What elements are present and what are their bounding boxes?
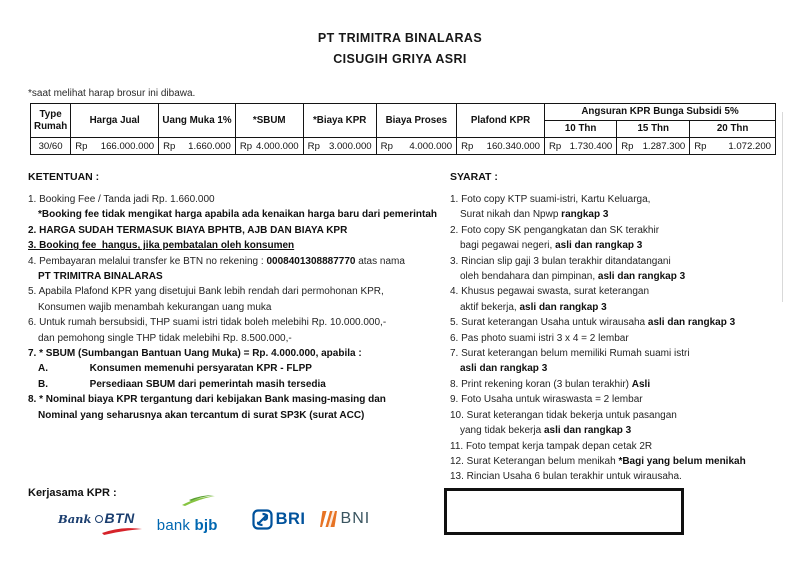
ketentuan-section: [28, 171, 450, 535]
list-line-segment: oleh bendahara dan pimpinan,: [460, 271, 598, 283]
cell-sbum: Rp 4.000.000: [235, 138, 303, 155]
list-line: [450, 346, 776, 361]
list-line: [450, 254, 776, 269]
bni-text: BNI: [340, 510, 371, 527]
list-line-segment: 2. Foto copy SK pengangkatan dan SK terakhir: [450, 224, 660, 236]
blank-stamp-box: [444, 488, 684, 535]
col-header-harga-jual: Harga Jual: [71, 104, 159, 138]
list-line-segment: 3. Rincian slip gaji 3 bulan terakhir ditandatangani: [450, 255, 671, 267]
list-line-segment: asli dan rangkap 3: [647, 317, 736, 329]
list-line-segment: 11. Foto tempat kerja tampak depan cetak 2R: [450, 440, 653, 452]
currency-label: Rp: [694, 140, 707, 152]
bank-btn-logo: [58, 506, 135, 532]
ketentuan-title: KETENTUAN :: [28, 171, 100, 183]
list-line: [28, 238, 450, 253]
list-line: [450, 392, 776, 407]
list-line-segment: dan pemohong single THP tidak melebihi Rp. 8.500.000,-: [38, 332, 292, 344]
list-line-segment: 10. Surat keterangan tidak bekerja untuk pasangan: [450, 409, 677, 421]
list-line: [28, 361, 450, 376]
list-line: [450, 331, 776, 346]
list-line-segment: asli dan rangkap 3: [519, 301, 607, 313]
col-header-sbum: *SBUM: [235, 104, 303, 138]
currency-label: Rp: [239, 140, 253, 152]
bank-bjb-logo: [157, 504, 218, 534]
ketentuan-list: [28, 192, 450, 423]
list-line: [450, 192, 776, 207]
list-line-segment: Asli: [631, 378, 651, 390]
list-line: [28, 377, 450, 392]
syarat-section: [450, 171, 776, 535]
bank-logos: [58, 504, 370, 534]
col-header-15thn: 15 Thn: [617, 121, 690, 138]
bjb-text: bjb: [194, 517, 218, 534]
btn-bank-text: Bank: [58, 512, 92, 526]
list-line-segment: *Booking fee tidak mengikat harga apabila ada kenaikan harga baru dari pemerintah: [38, 209, 438, 221]
list-line-segment: aktif bekerja,: [460, 301, 520, 313]
list-line-segment: Konsumen wajib menambah kekurangan uang muka: [38, 301, 272, 313]
list-line-segment: 4. Pembayaran melalui transfer ke BTN no rekening :: [28, 255, 267, 267]
cell-angsuran-20thn: Rp 1.072.200: [690, 138, 776, 155]
list-line: [28, 192, 450, 207]
cell-plafond-kpr: Rp 160.340.000: [457, 138, 545, 155]
list-line-segment: 12. Surat Keterangan belum menikah: [450, 455, 619, 467]
kerjasama-title: Kerjasama KPR :: [28, 487, 117, 499]
list-line: [28, 346, 450, 361]
list-line-segment: asli dan rangkap 3: [555, 240, 643, 252]
list-line-segment: B. Persediaan SBUM dari pemerintah masih tersedia: [38, 378, 326, 390]
currency-label: Rp: [461, 140, 474, 152]
company-title: PT TRIMITRA BINALARAS: [317, 31, 483, 45]
scan-artifact-line: [782, 112, 783, 302]
cell-biaya-proses: Rp 4.000.000: [376, 138, 456, 155]
btn-red-swoosh-icon: [101, 527, 143, 535]
list-line-segment: asli dan rangkap 3: [460, 363, 548, 375]
list-line: [450, 469, 776, 484]
list-line: [28, 284, 450, 299]
list-line-segment: Surat nikah dan Npwp: [460, 209, 562, 221]
table-row: [31, 138, 776, 155]
col-header-biaya-proses: Biaya Proses: [376, 104, 456, 138]
cell-angsuran-15thn: Rp 1.287.300: [617, 138, 690, 155]
bjb-bank-text: bank: [156, 517, 191, 534]
list-line-segment: bagi pegawai negeri,: [460, 240, 556, 252]
col-header-10thn: 10 Thn: [545, 121, 617, 138]
list-line: [28, 315, 450, 330]
list-line: [450, 315, 776, 330]
list-line: [450, 238, 776, 253]
list-line-segment: A. Konsumen memenuhi persyaratan KPR - FLPP: [38, 363, 312, 375]
list-line-segment: 13. Rincian Usaha 6 bulan terakhir untuk wirausaha.: [450, 471, 682, 483]
list-line: [28, 331, 450, 346]
list-line: [450, 300, 776, 315]
list-line-segment: 1. Foto copy KTP suami-istri, Kartu Keluarga,: [450, 194, 651, 205]
document-header: [0, 31, 800, 73]
list-line-segment: rangkap 3: [561, 209, 609, 221]
list-line: [450, 377, 776, 392]
list-line: [28, 300, 450, 315]
col-header-angsuran-group: Angsuran KPR Bunga Subsidi 5%: [545, 104, 776, 121]
list-line-segment: 7. * SBUM (Sumbangan Bantuan Uang Muka) = Rp. 4.000.000, apabila :: [28, 348, 362, 360]
bri-text: BRI: [275, 509, 306, 528]
cell-type-rumah: 30/60: [31, 138, 71, 155]
syarat-list: [450, 192, 776, 485]
list-line: [450, 284, 776, 299]
list-line-segment: 5. Apabila Plafond KPR yang disetujui Bank lebih rendah dari permohonan KPR,: [28, 286, 384, 298]
list-line: [450, 408, 776, 423]
cell-harga-jual: Rp 166.000.000: [71, 138, 159, 155]
list-line-segment: 2. HARGA SUDAH TERMASUK BIAYA BPHTB, AJB DAN BIAYA KPR: [28, 224, 348, 236]
list-line: [28, 223, 450, 238]
list-line-segment: asli dan rangkap 3: [543, 425, 632, 437]
list-line: [450, 454, 776, 469]
currency-label: Rp: [163, 140, 176, 152]
btn-text: BTN: [104, 510, 135, 526]
list-line: [450, 269, 776, 284]
list-line-segment: 6. Untuk rumah bersubsidi, THP suami istri tidak boleh melebihi Rp. 10.000.000,-: [28, 317, 387, 329]
list-line-segment: 4. Khusus pegawai swasta, surat keterangan: [450, 286, 650, 298]
syarat-title: SYARAT :: [450, 171, 498, 183]
currency-label: Rp: [75, 140, 88, 152]
list-line-segment: 3. Booking fee hangus, jika pembatalan oleh konsumen: [28, 240, 295, 252]
bni-emblem-icon: [320, 511, 338, 527]
bank-bri-logo: [252, 507, 306, 531]
list-line-segment: 8. Print rekening koran (3 bulan terakhir): [450, 378, 632, 390]
list-line-segment: Nominal yang seharusnya akan tercantum di surat SP3K (surat ACC): [38, 409, 365, 421]
list-line-segment: 7. Surat keterangan belum memiliki Rumah suami istri: [450, 348, 690, 360]
list-line-segment: 5. Surat keterangan Usaha untuk wirausaha: [450, 317, 648, 329]
list-line: [28, 207, 450, 222]
project-title: CISUGIH GRIYA ASRI: [333, 52, 467, 66]
col-header-plafond-kpr: Plafond KPR: [457, 104, 545, 138]
list-line: [28, 392, 450, 407]
list-line-segment: PT TRIMITRA BINALARAS: [38, 271, 163, 283]
list-line: [450, 439, 776, 454]
brochure-note: *saat melihat harap brosur ini dibawa.: [28, 88, 196, 99]
list-line-segment: *Bagi yang belum menikah: [618, 455, 746, 467]
col-header-20thn: 20 Thn: [690, 121, 776, 138]
col-header-uang-muka: Uang Muka 1%: [159, 104, 236, 138]
list-line-segment: atas nama: [355, 255, 405, 267]
list-line: [28, 269, 450, 284]
list-line-segment: 9. Foto Usaha untuk wiraswasta = 2 lembar: [450, 394, 643, 406]
list-line-segment: 1. Booking Fee / Tanda jadi Rp. 1.660.000: [28, 194, 215, 205]
col-header-biaya-kpr: *Biaya KPR: [303, 104, 376, 138]
list-line: [450, 207, 776, 222]
col-header-type-rumah: Type Rumah: [31, 104, 71, 138]
cell-angsuran-10thn: Rp 1.730.400: [545, 138, 617, 155]
list-line-segment: 8. * Nominal biaya KPR tergantung dari kebijakan Bank masing-masing dan: [28, 394, 386, 406]
list-line-segment: yang tidak bekerja: [460, 425, 544, 437]
currency-label: Rp: [621, 140, 634, 152]
bri-emblem-icon: [252, 509, 273, 530]
currency-label: Rp: [307, 140, 320, 152]
currency-label: Rp: [549, 140, 562, 152]
list-line: [450, 361, 776, 376]
list-line: [28, 408, 450, 423]
bjb-green-swoosh-icon: [180, 495, 216, 506]
btn-emblem-icon: [95, 515, 103, 523]
list-line-segment: 0008401308887770: [266, 255, 356, 267]
list-line: [450, 223, 776, 238]
list-line: [450, 423, 776, 438]
cell-uang-muka: Rp 1.660.000: [159, 138, 236, 155]
list-line-segment: 6. Pas photo suami istri 3 x 4 = 2 lembar: [450, 332, 629, 344]
cell-biaya-kpr: Rp 3.000.000: [303, 138, 376, 155]
currency-label: Rp: [380, 140, 393, 152]
price-table: [30, 103, 776, 155]
list-line: [28, 254, 450, 269]
bank-bni-logo: [320, 507, 371, 531]
list-line-segment: asli dan rangkap 3: [597, 271, 686, 283]
